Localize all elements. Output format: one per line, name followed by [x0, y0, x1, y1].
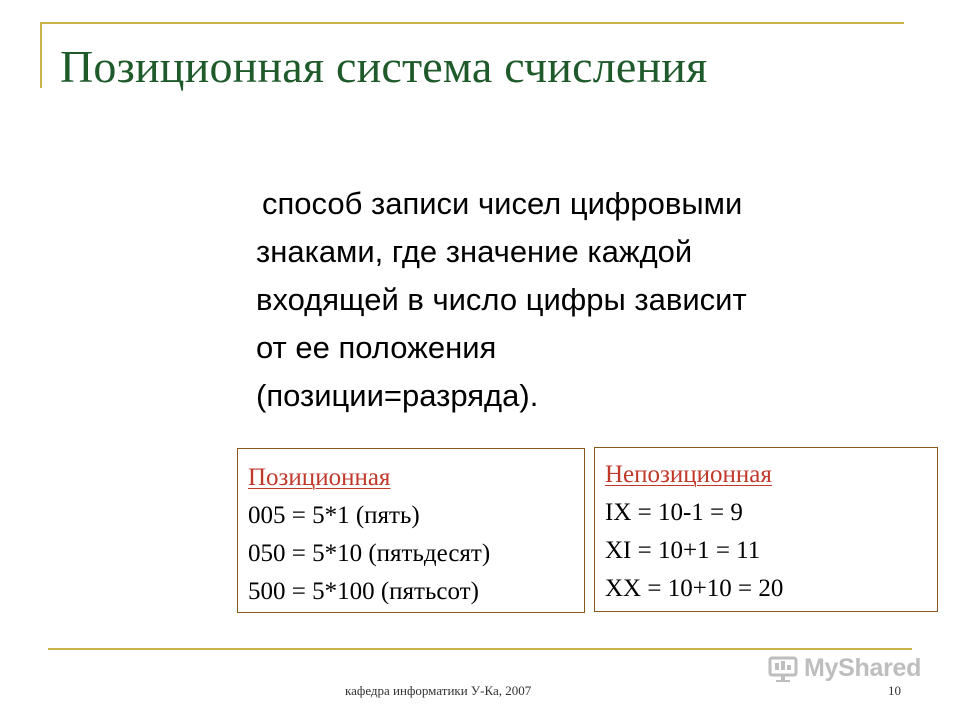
footer-text: кафедра информатики У-Ка, 2007 — [345, 683, 532, 698]
nonpositional-heading: Непозиционная — [605, 461, 772, 488]
positional-example-box — [237, 448, 585, 613]
watermark — [768, 654, 921, 683]
presentation-screen-icon — [768, 655, 798, 683]
definition-text — [256, 180, 896, 420]
left-divider — [40, 22, 42, 88]
watermark-text: MyShared — [804, 654, 922, 682]
bottom-divider — [48, 648, 912, 650]
nonpositional-example-box — [594, 447, 938, 612]
nonpositional-example-line: XX = 10+10 = 20 — [605, 575, 784, 602]
nonpositional-example-line: XI = 10+1 = 11 — [605, 537, 761, 564]
top-divider — [40, 22, 904, 24]
definition-line: от ее положения — [256, 330, 497, 365]
positional-example-line: 500 = 5*100 (пятьсот) — [248, 578, 479, 605]
nonpositional-example-line: IX = 10-1 = 9 — [605, 499, 743, 526]
definition-line: входящей в число цифры зависит — [256, 282, 747, 317]
page-number: 10 — [888, 683, 901, 698]
positional-heading: Позиционная — [248, 464, 391, 491]
positional-example-line: 005 = 5*1 (пять) — [248, 502, 420, 529]
definition-line: (позиции=разряда). — [256, 378, 539, 413]
slide-title: Позиционная система счисления — [60, 41, 708, 92]
positional-example-line: 050 = 5*10 (пятьдесят) — [248, 540, 491, 567]
definition-line: способ записи чисел цифровыми — [262, 186, 743, 221]
definition-line: знаками, где значение каждой — [256, 234, 693, 269]
